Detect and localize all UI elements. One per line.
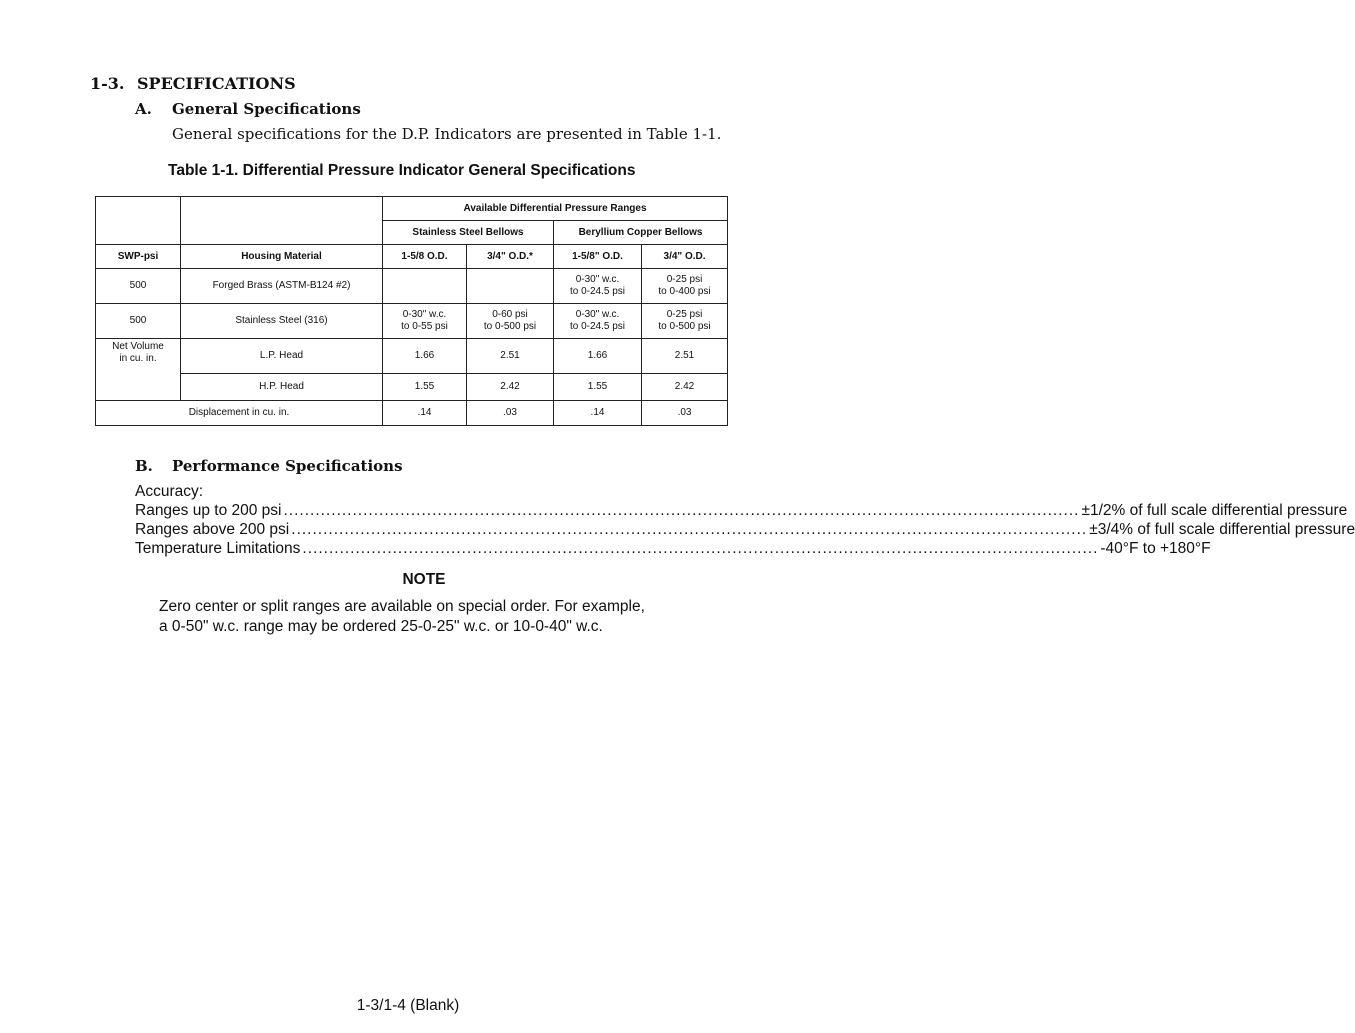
spec-line-temperature: Temperature Limitations ...................................................................................................................................................... -40°F to +180°F	[135, 540, 1211, 557]
cell-ss-34: 2.42	[467, 374, 554, 401]
subsection-a-letter: A.	[135, 100, 152, 118]
subsection-b-title: Performance Specifications	[172, 457, 403, 475]
table-caption: Table 1-1. Differential Pressure Indicator General Specifications	[168, 162, 636, 179]
cell-ss-58: .14	[383, 401, 467, 426]
cell-lp-head: L.P. Head	[181, 339, 383, 374]
table-row-brass	[96, 269, 728, 304]
cell-ss-34: 0-60 psi to 0-500 psi	[467, 304, 554, 339]
cell-be-34: .03	[642, 401, 728, 426]
cell-be-34: 2.51	[642, 339, 728, 374]
cell-ss-34: .03	[467, 401, 554, 426]
table-row-displacement	[96, 401, 728, 426]
col-header-be-34: 3/4" O.D.	[642, 245, 728, 269]
page-footer: 1-3/1-4 (Blank)	[356, 997, 460, 1014]
note-title: NOTE	[402, 571, 446, 588]
cell-ss-58	[383, 269, 467, 304]
cell-ss-58: 1.55	[383, 374, 467, 401]
ss-bellows-header: Stainless Steel Bellows	[383, 221, 554, 245]
cell-ss-34: 2.51	[467, 339, 554, 374]
col-header-ss-34: 3/4" O.D.*	[467, 245, 554, 269]
intro-paragraph: General specifications for the D.P. Indicators are presented in Table 1-1.	[172, 125, 722, 143]
spec-line-range-up: Ranges up to 200 psi ...................................................................................................................................................... ±1/2% of full scale differential pressure	[135, 502, 1348, 519]
be-bellows-header: Beryllium Copper Bellows	[554, 221, 728, 245]
table-row-hp-head	[96, 374, 728, 401]
cell-ss-34	[467, 269, 554, 304]
col-header-swp: SWP-psi	[96, 245, 181, 269]
spec-line-range-above: Ranges above 200 psi ...................................................................................................................................................... ±3/4% of full scale differential pressure	[135, 521, 1355, 538]
table-row-lp-head	[96, 339, 728, 374]
cell-ss-58: 1.66	[383, 339, 467, 374]
blank-cell	[181, 197, 383, 245]
section-title: SPECIFICATIONS	[137, 74, 296, 93]
cell-ss-58: 0-30" w.c. to 0-55 psi	[383, 304, 467, 339]
subsection-a-title: General Specifications	[172, 100, 361, 118]
cell-be-58: 0-30" w.c. to 0-24.5 psi	[554, 269, 642, 304]
section-number: 1-3.	[90, 74, 125, 93]
note-body: Zero center or split ranges are available on special order. For example, a 0-50" w.c. range may be ordered 25-0-25" w.c. or 10-0-40" w.c.	[159, 598, 645, 635]
col-header-be-58: 1-5/8" O.D.	[554, 245, 642, 269]
col-header-ss-58: 1-5/8 O.D.	[383, 245, 467, 269]
cell-housing: Stainless Steel (316)	[181, 304, 383, 339]
cell-be-58: 1.66	[554, 339, 642, 374]
blank-cell	[96, 197, 181, 245]
subsection-b-letter: B.	[135, 457, 153, 475]
cell-net-volume: Net Volume in cu. in.	[96, 339, 181, 401]
table-row-steel	[96, 304, 728, 339]
cell-be-34: 2.42	[642, 374, 728, 401]
spec-table	[95, 196, 728, 426]
cell-swp: 500	[96, 304, 181, 339]
cell-be-58: .14	[554, 401, 642, 426]
cell-be-34: 0-25 psi to 0-500 psi	[642, 304, 728, 339]
group-header: Available Differential Pressure Ranges	[383, 197, 728, 221]
cell-displacement: Displacement in cu. in.	[96, 401, 383, 426]
cell-hp-head: H.P. Head	[181, 374, 383, 401]
cell-be-34: 0-25 psi to 0-400 psi	[642, 269, 728, 304]
accuracy-label: Accuracy:	[135, 483, 204, 500]
col-header-housing: Housing Material	[181, 245, 383, 269]
cell-be-58: 0-30" w.c. to 0-24.5 psi	[554, 304, 642, 339]
cell-be-58: 1.55	[554, 374, 642, 401]
cell-swp: 500	[96, 269, 181, 304]
cell-housing: Forged Brass (ASTM-B124 #2)	[181, 269, 383, 304]
